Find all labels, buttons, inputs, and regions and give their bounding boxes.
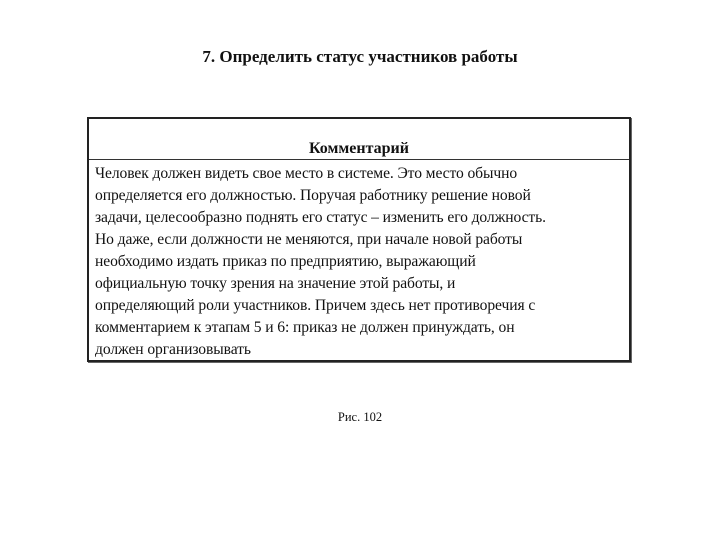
comment-title: Комментарий: [89, 119, 629, 160]
page-title: 7. Определить статус участников работы: [202, 47, 518, 66]
comment-text: Человек должен видеть свое место в системе. Это место обычно определяется его должностью. Поручая работнику решение новой задачи, целесообразно поднять его статус – изменить его должность. Но даже, если должности не меняются, при начале новой работы необходимо издать приказ по предприятию, выражающий официальную точку зрения на значение этой работы, и определяющий роли участников. Причем здесь нет противоречия с комментарием к этапам 5 и 6: приказ не должен принуждать, он должен организовывать: [95, 165, 546, 358]
comment-box: [87, 117, 631, 362]
figure-caption: Рис. 102: [337, 410, 383, 424]
